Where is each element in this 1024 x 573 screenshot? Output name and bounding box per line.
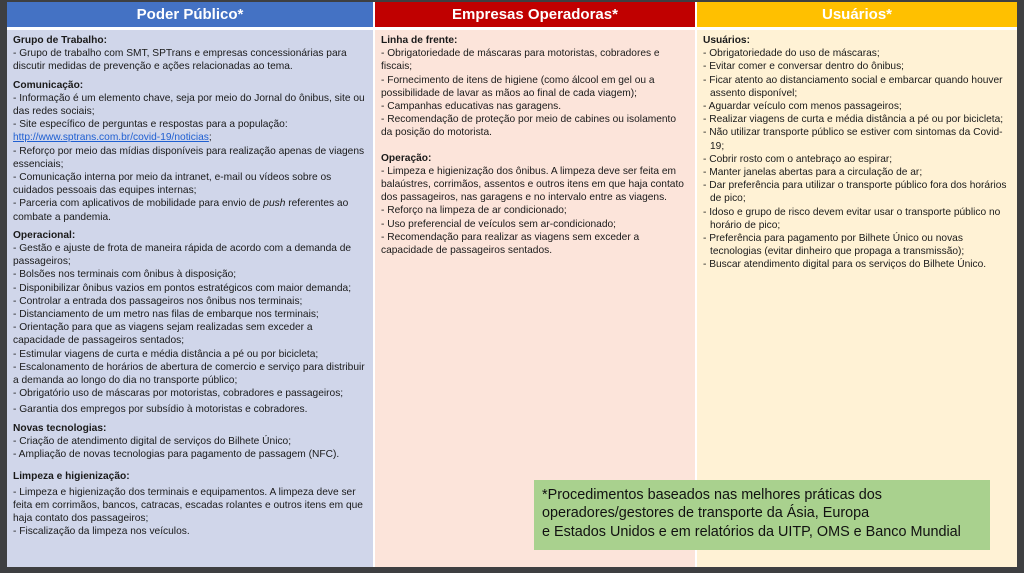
list-item: - Preferência para pagamento por Bilhete Único ou novas tecnologias (evitar dinheiro que propaga a transmissão); [703,233,965,258]
list-item: - Ficar atento ao distanciamento social e embarcar quando houver assento disponível; [703,74,1003,99]
push-item-before: - Parceria com aplicativos de mobilidade para envio de [13,198,264,210]
section-grupo-de-trabalho [13,34,367,74]
list-item: - Comunicação interna por meio da intranet, e-mail ou vídeos sobre os cuidados pessoais das equipes internas; [13,172,332,197]
list-item: - Limpeza e higienização dos terminais e equipamentos. A limpeza deve ser feita em corrimãos, bancos, catracas, escadas rolantes e outros itens em que haja contato dos passageiros; [13,486,363,524]
footnote-line: *Procedimentos baseados nas melhores práticas dos [542,487,882,503]
list-item: - Distanciamento de um metro nas filas de embarque nos terminais; [13,309,319,321]
list-item: - Gestão e ajuste de frota de maneira rápida de acordo com a demanda de passageiros; [13,243,352,268]
list-item: - Obrigatoriedade de máscaras para motoristas, cobradores e fiscais; [381,48,660,73]
section-linha-de-frente [381,34,689,140]
list-item: - Recomendação para realizar as viagens sem exceder a capacidade de passageiros sentados. [381,231,640,257]
section-comunicacao [13,79,367,224]
section-operacional [13,229,367,417]
list-item: - Dar preferência para utilizar o transporte público fora dos horários de pico; [703,180,1007,205]
list-item: - Estimular viagens de curta e média distância a pé ou por bicicleta; [13,348,319,360]
list-item: - Uso preferencial de veículos sem ar-condicionado; [381,218,616,230]
list-item: - Garantia dos empregos por subsídio à motoristas e cobradores. [13,404,308,416]
list-item: - Ampliação de novas tecnologias para pagamento de passagem (NFC). [13,449,340,461]
section-title: Limpeza e higienização: [13,471,130,483]
footnote-box [534,480,990,550]
list-item [13,197,367,223]
link-suffix: ; [208,132,212,144]
section-title: Linha de frente: [381,35,458,46]
list-item: - Grupo de trabalho com SMT, SPTrans e empresas concessionárias para discutir medidas de prevenção e ações relacionadas ao tema. [13,48,347,73]
column-header-empresas-operadoras: Empresas Operadoras* [375,2,695,30]
section-title: Novas tecnologias: [13,422,107,434]
list-item: - Recomendação de proteção por meio de cabines ou isolamento da posição do motorista. [381,114,677,139]
list-item: - Idoso e grupo de risco devem evitar usar o transporte público no horário de pico; [703,206,1001,231]
list-item: - Obrigatório uso de máscaras por motoristas, cobradores e passageiros; [13,388,344,400]
list-item: - Aguardar veículo com menos passageiros; [703,101,902,113]
list-item: - Evitar comer e conversar dentro do ônibus; [703,61,905,73]
list-item: - Obrigatoriedade do uso de máscaras; [703,48,880,60]
list-item: - Campanhas educativas nas garagens. [381,101,562,113]
list-item: - Controlar a entrada dos passageiros nos ônibus nos terminais; [13,295,303,307]
list-item: - Reforço por meio das mídias disponíveis para realização apenas de viagens essenciais; [13,145,365,170]
list-item: - Informação é um elemento chave, seja por meio do Jornal do ônibus, site ou das redes sociais; [13,92,365,118]
list-item: - Criação de atendimento digital de serviços do Bilhete Único; [13,435,292,447]
list-item: - Manter janelas abertas para a circulação de ar; [703,167,923,179]
list-item: - Cobrir rosto com o antebraço ao espirar; [703,153,893,165]
column-header-usuarios: Usuários* [697,2,1017,30]
section-title: Operacional: [13,229,76,241]
list-item: - Buscar atendimento digital para os serviços do Bilhete Único. [703,259,987,271]
section-novas-tecnologias [13,422,367,462]
footnote-line: operadores/gestores de transporte da Ásia, Europa [542,505,870,522]
list-item: - Não utilizar transporte público se estiver com sintomas da Covid-19; [703,127,1003,152]
section-title: Operação: [381,152,432,164]
section-operacao [381,152,689,258]
list-item: - Disponibilizar ônibus vazios em pontos estratégicos com maior demanda; [13,282,352,294]
section-usuarios [703,34,1011,272]
list-item: - Orientação para que as viagens sejam realizadas sem exceder a capacidade de passageiros sentados; [13,322,313,347]
list-item: - Reforço na limpeza de ar condicionado; [381,205,567,217]
section-limpeza [13,470,367,538]
push-item-emphasis: push [263,198,286,210]
list-item: - Site específico de perguntas e respostas para a população: [13,119,288,131]
list-item: - Bolsões nos terminais com ônibus à disposição; [13,269,237,281]
push-item-after: referentes ao combate a pandemia. [13,198,349,223]
list-item: - Fiscalização da limpeza nos veículos. [13,526,190,538]
list-item: - Escalonamento de horários de abertura de comercio e serviço para distribuir a demanda ao longo do dia no transporte público; [13,361,365,387]
section-title: Comunicação: [13,79,84,91]
sptrans-covid-link[interactable]: http://www.sptrans.com.br/covid-19/noticias [13,132,209,144]
column-poder-publico [7,2,373,567]
list-item: - Realizar viagens de curta e média distância a pé ou por bicicleta; [703,114,1004,126]
section-title: Usuários: [703,35,750,46]
list-item: - Limpeza e higienização dos ônibus. A limpeza deve ser feita em balaústres, corrimãos, assentos e outros itens em que haja contato dos passageiros, nas garagens e no intervalo entre as viagens. [381,165,684,204]
list-item: - Fornecimento de itens de higiene (como álcool em gel ou a possibilidade de lavar as mãos ao final de cada viagem); [381,74,655,99]
column-header-poder-publico: Poder Público* [7,2,373,30]
footnote-line: e Estados Unidos e em relatórios da UITP, OMS e Banco Mundial [542,523,961,540]
section-title: Grupo de Trabalho: [13,35,107,46]
list-item [13,131,367,144]
